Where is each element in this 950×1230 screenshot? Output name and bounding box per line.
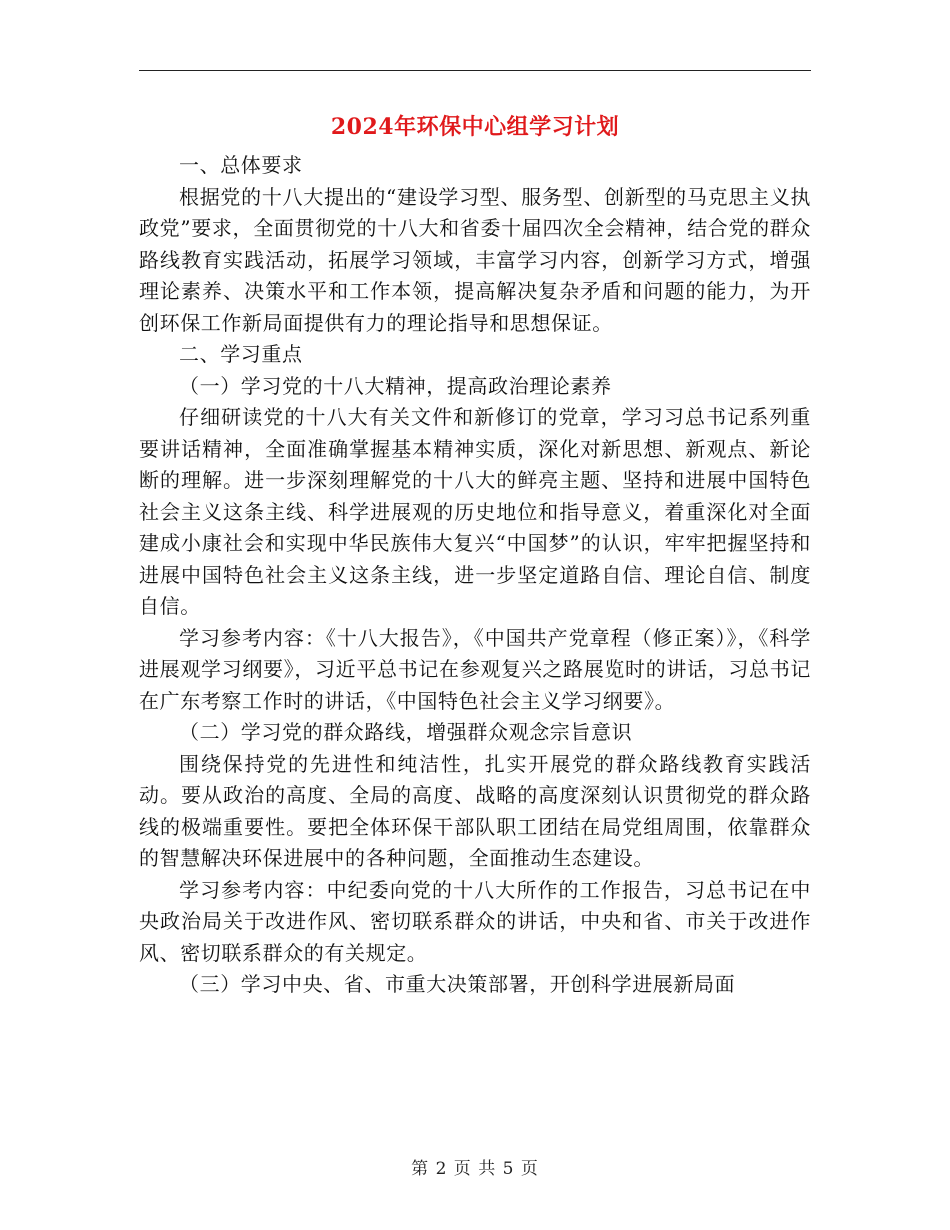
document-body — [139, 150, 811, 1001]
header-rule — [139, 70, 811, 71]
paragraph-subsection-1: 仔细研读党的十八大有关文件和新修订的党章，学习习总书记系列重要讲话精神，全面准确掌握基本精神实质，深化对新思想、新观点、新论断的理解。进一步深刻理解党的十八大的鲜亮主题、坚持和进展中国特色社会主义这条主线、科学进展观的历史地位和指导意义，着重深化对全面建成小康社会和实现中华民族伟大复兴“中国梦”的认识，牢牢把握坚持和进展中国特色社会主义这条主线，进一步坚定道路自信、理论自信、制度自信。 — [139, 405, 811, 618]
subsection-heading-2: （二）学习党的群众路线，增强群众观念宗旨意识 — [179, 720, 633, 744]
paragraph-general-requirements: 根据党的十八大提出的“建设学习型、服务型、创新型的马克思主义执政党”要求，全面贯彻党的十八大和省委十届四次全会精神，结合党的群众路线教育实践活动，拓展学习领域，丰富学习内容，创新学习方式，增强理论素养、决策水平和工作本领，提高解决复杂矛盾和问题的能力，为开创环保工作新局面提供有力的理论指导和思想保证。 — [139, 184, 811, 335]
section-heading-study-focus: 二、学习重点 — [179, 342, 303, 366]
paragraph-subsection-2: 围绕保持党的先进性和纯洁性，扎实开展党的群众路线教育实践活动。要从政治的高度、全局的高度、战略的高度深刻认识贯彻党的群众路线的极端重要性。要把全体环保干部队职工团结在局党组周围，依靠群众的智慧解决环保进展中的各种问题，全面推动生态建设。 — [139, 751, 811, 870]
subsection-heading-1: （一）学习党的十八大精神，提高政治理论素养 — [179, 373, 612, 398]
page-number-footer: 第 2 页 共 5 页 — [411, 1159, 539, 1179]
paragraph-references-2: 学习参考内容：中纪委向党的十八大所作的工作报告，习总书记在中央政治局关于改进作风、密切联系群众的讲话，中央和省、市关于改进作风、密切联系群众的有关规定。 — [139, 877, 811, 965]
subsection-heading-3: （三）学习中央、省、市重大决策部署，开创科学进展新局面 — [179, 972, 736, 996]
paragraph-references-1: 学习参考内容：《十八大报告》，《中国共产党章程（修正案）》，《科学进展观学习纲要》，习近平总书记在参观复兴之路展览时的讲话，习总书记在广东考察工作时的讲话，《中国特色社会主义学习纲要》。 — [139, 625, 811, 713]
document-title: 2024年环保中心组学习计划 — [330, 114, 620, 140]
section-heading-general-requirements: 一、总体要求 — [179, 153, 303, 177]
